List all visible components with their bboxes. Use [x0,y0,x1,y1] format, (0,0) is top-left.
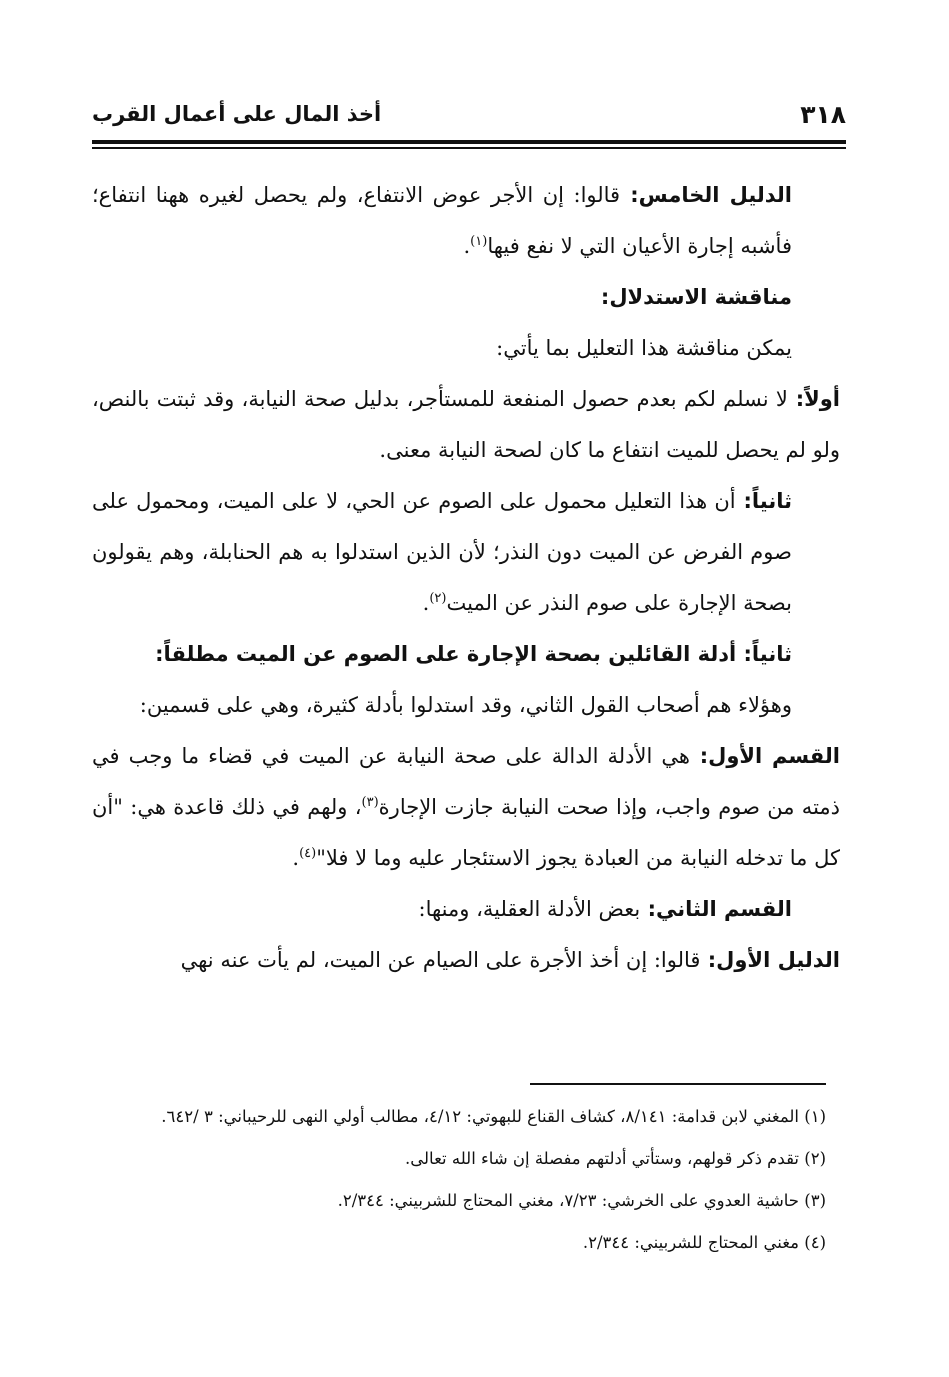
second-section-text: بعض الأدلة العقلية، ومنها: [418,897,641,921]
first-point-text: لا نسلم لكم بعدم حصول المنفعة للمستأجر، بدليل صحة النيابة، وقد ثبتت بالنص، ولو لم يحصل للميت انتفاع ما كان لصحة النيابة معنى. [92,387,840,462]
first-section-text-b: ، ولهم في ذلك قاعدة هي: "أن كل ما تدخله النيابة من العبادة يجوز الاستئجار عليه وما لا فلا" [92,795,840,870]
header-rule-thick [92,140,846,144]
second-section-label: القسم الثاني: [640,897,792,921]
heading-discussion: مناقشة الاستدلال: [600,285,792,309]
page-header [92,96,846,136]
paragraph-discussion-intro: يمكن مناقشة هذا التعليل بما يأتي: [496,336,792,360]
footnote-2: (٢) تقدم ذكر قولهم، وستأتي أدلتهم مفصلة إن شاء الله تعالى. [405,1149,826,1168]
page-number: ٣١٨ [800,100,846,129]
running-title: أخذ المال على أعمال القرب [92,102,382,126]
first-evidence-text: قالوا: إن أخذ الأجرة على الصيام عن الميت، لم يأت عنه نهي [180,948,701,972]
main-text [92,170,840,986]
first-section-text-a: هي الأدلة الدالة على صحة النيابة عن الميت في قضاء ما وجب في ذمته من صوم واجب، وإذا صحت النيابة جازت الإجارة [92,744,841,819]
footnote-ref-3: (٣) [361,795,379,810]
fifth-evidence-label: الدليل الخامس: [620,183,792,207]
footnote-separator [530,1083,826,1085]
footnote-3: (٣) حاشية العدوي على الخرشي: ٧/٢٣، مغني المحتاج للشربيني: ٢/٣٤٤. [337,1191,826,1210]
fifth-evidence-text: قالوا: إن الأجر عوض الانتفاع، ولم يحصل لغيره ههنا انتفاع؛ فأشبه إجارة الأعيان التي لا نفع فيها [92,183,792,258]
heading-second-evidence-group: ثانياً: أدلة القائلين بصحة الإجارة على الصوم عن الميت مطلقاً: [155,642,792,666]
second-point-label: ثانياً: [735,489,792,513]
header-rule-thin [92,147,846,149]
paragraph-second-section [92,884,840,935]
footnote-ref-2: (٢) [429,591,447,606]
footnotes [92,1096,826,1264]
paragraph-first-point [92,374,840,476]
first-point-label: أولاً: [787,387,840,411]
footnote-ref-4: (٤) [299,846,317,861]
footnote-1: (١) المغني لابن قدامة: ٨/١٤١، كشاف القناع للبهوتي: ٤/١٢، مطالب أولي النهى للرحيباني: ٣ /٦٤٢. [161,1107,826,1126]
first-section-label: القسم الأول: [690,744,840,768]
footnote-4: (٤) مغني المحتاج للشربيني: ٢/٣٤٤. [582,1233,826,1252]
first-evidence-label: الدليل الأول: [700,948,840,972]
paragraph-first-evidence [92,935,840,986]
footnote-ref-1: (١) [470,234,488,249]
paragraph-two-sections: وهؤلاء هم أصحاب القول الثاني، وقد استدلوا بأدلة كثيرة، وهي على قسمين: [139,693,792,717]
paragraph-first-section: القسم الأول: هي الأدلة الدالة على صحة النيابة عن الميت في قضاء ما وجب في ذمته من صوم واجب، وإذا صحت النيابة جازت الإجارة$^{(٣)}$، ولهم في ذلك قاعدة هي: "أن كل ما تدخله النيابة من العبادة يجوز الاستئجار عليه وما لا فلا"$^{(٤)}$. [92,744,841,870]
second-point-text: أن هذا التعليل محمول على الصوم عن الحي، لا على الميت، ومحمول على صوم الفرض عن الميت دون النذر؛ لأن الذين استدلوا به هم الحنابلة، وهم يقولون بصحة الإجارة على صوم النذر عن الميت [92,489,792,615]
paragraph-fifth-evidence: الدليل الخامس: قالوا: إن الأجر عوض الانتفاع، ولم يحصل لغيره ههنا انتفاع؛ فأشبه إجارة الأعيان التي لا نفع فيها$^{(١)}$. [92,183,792,258]
paragraph-second-point: ثانياً: أن هذا التعليل محمول على الصوم عن الحي، لا على الميت، ومحمول على صوم الفرض عن الميت دون النذر؛ لأن الذين استدلوا به هم الحنابلة، وهم يقولون بصحة الإجارة على صوم النذر عن الميت$^{(٢)}$. [92,489,792,615]
